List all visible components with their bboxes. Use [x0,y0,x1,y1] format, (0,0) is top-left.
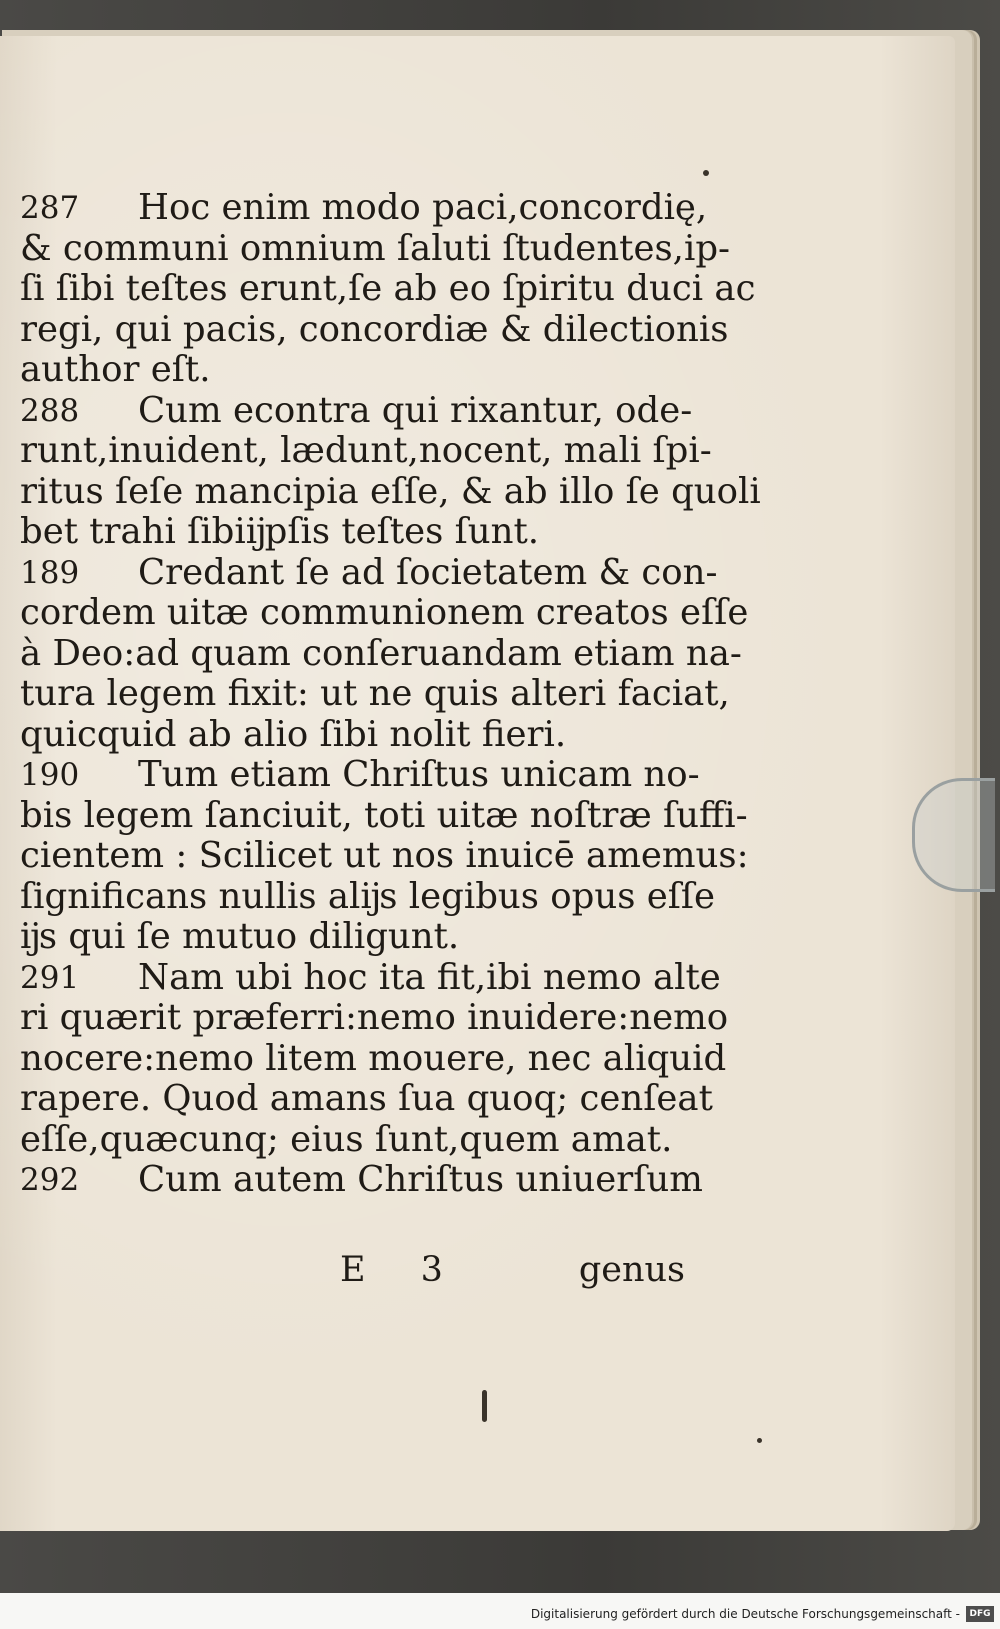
paragraph-number: 287 [20,190,80,226]
text-line: regi, qui pacis, concordiæ & dilectionis [20,308,729,350]
text-line: Cum econtra qui rixantur, ode- [138,389,693,431]
text-line: runt,inuident, lædunt,nocent, mali ſpi- [20,430,712,471]
paragraph-number: 190 [20,757,80,793]
text-line: Credant ſe ad ſocietatem & con- [138,551,718,593]
text-line [20,1078,713,1120]
text-line [20,350,685,391]
paragraph-number: 292 [20,1162,80,1198]
text-line [20,268,756,310]
text-line: nocere:nemo litem mouere, nec aliquid [20,1037,727,1079]
text-line: ĳs qui ſe mutuo diligunt. [20,916,460,957]
text-line: Cum autem Chriſtus uniuerſum [138,1159,703,1200]
text-line: cordem uitæ communionem creatos eſſe [20,592,749,633]
text-line: à Deo:ad quam conſeruandam etiam na- [20,632,742,674]
ink-spot [703,170,709,176]
page-footer [20,1250,685,1295]
text-line: & communi omnium ſaluti ſtudentes,ip- [20,227,731,269]
text-line: bet trahi ſibiĳpſis teſtes ſunt. [20,511,540,552]
paragraph-number: 291 [20,959,80,996]
text-line [20,632,742,675]
text-line: Tum etiam Chriſtus unicam no- [138,754,700,795]
text-line: bis legem ſanciuit, toti uitæ noſtræ ſuffi- [20,794,748,836]
text-block [20,187,761,1201]
text-line [20,917,685,958]
paragraph-first-line [20,754,700,796]
text-line [20,875,716,918]
signature-mark: E 3 [340,1250,465,1290]
text-line: rapere. Quod amans ſua quoq; cenſeat [20,1078,713,1119]
ink-spot [482,1390,487,1422]
text-line: ritus ſeſe mancipia eſſe, & ab illo ſe quoli [20,470,761,512]
text-line: tura legem fixit: ut ne quis alteri faciat, [20,673,730,714]
text-line: Hoc enim modo paci,concordię, [138,187,708,228]
text-line [20,997,729,1039]
text-line: ſi ſibi teſtes erunt,ſe ab eo ſpiritu duci ac [20,268,756,309]
text-line [20,470,761,513]
dfg-logo: DFG [966,1606,994,1622]
text-line [20,592,749,634]
paragraph-first-line [20,389,693,432]
text-line [20,715,685,756]
text-line: ſignificans nullis alĳs legibus opus eſſe [20,875,716,917]
ink-spot [757,1438,762,1443]
text-line: author eſt. [20,349,211,390]
text-line [20,1120,685,1161]
credit-text: Digitalisierung gefördert durch die Deutsche Forschungsgemeinschaft - [530,1607,960,1621]
catchword: genus [578,1250,685,1290]
text-line [20,794,748,837]
text-line: quicquid ab alio ſibi nolit fieri. [20,713,567,755]
text-line [20,673,730,715]
paragraph-number: 189 [20,554,80,591]
text-line [20,1037,727,1080]
text-line: Nam ubi hoc ita fit,ibi nemo alte [138,956,721,998]
text-line [20,835,749,877]
text-line [20,512,685,553]
text-line: ri quærit præferri:nemo inuidere:nemo [20,997,729,1038]
paragraph-number: 288 [20,392,80,429]
text-line [20,227,731,270]
digitization-credit-bar [0,1593,1000,1629]
paragraph-first-line [20,956,721,999]
paragraph-first-line [20,551,718,594]
page-clip [912,778,995,892]
text-line: cientem : Scilicet ut nos inuicē amemus: [20,835,749,876]
text-line [20,430,712,472]
paragraph-first-line [20,1159,703,1201]
text-line: eſſe,quæcunq; eius ſunt,quem amat. [20,1118,673,1160]
paragraph-first-line [20,187,708,229]
text-line [20,308,729,351]
